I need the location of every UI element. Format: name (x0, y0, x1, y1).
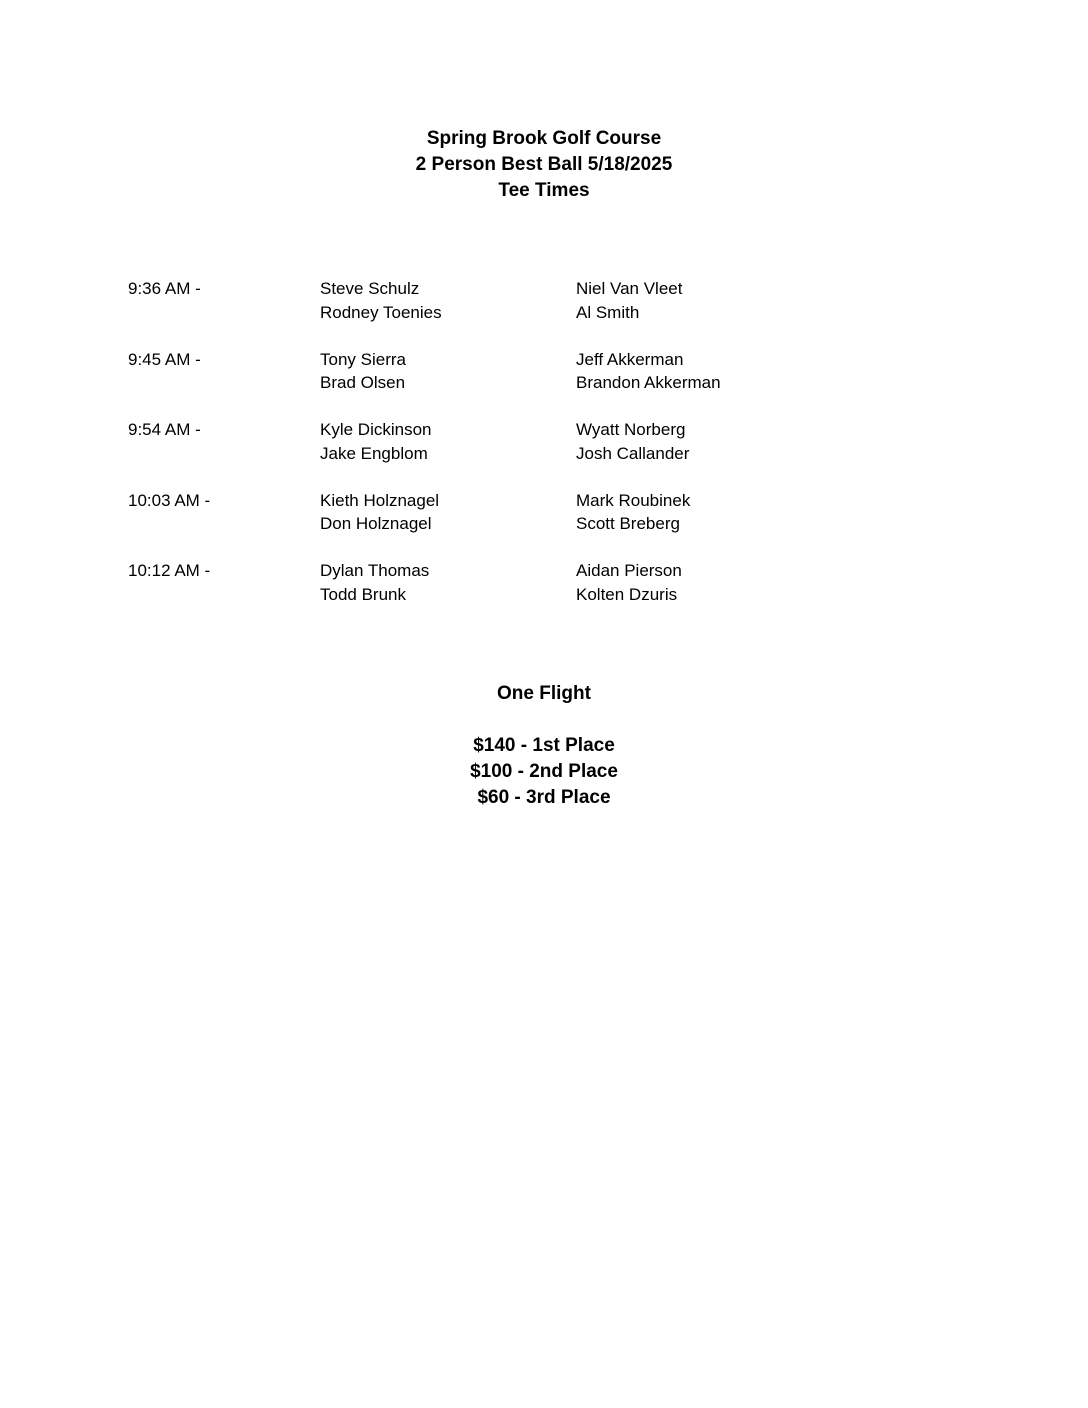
prize-item: $100 - 2nd Place (470, 761, 618, 782)
tee-time-group (128, 559, 928, 630)
player-name: Mark Roubinek (576, 490, 691, 510)
tee-time-group (128, 348, 928, 419)
course-name: Spring Brook Golf Course (426, 128, 662, 149)
tee-row (128, 489, 928, 513)
player-name: Niel Van Vleet (576, 279, 683, 298)
player-name: Scott Breberg (576, 514, 680, 533)
player-name: Al Smith (576, 302, 640, 322)
player-name: Kyle Dickinson (320, 420, 432, 439)
tee-row (128, 371, 928, 395)
player-name: Jake Engblom (320, 443, 428, 463)
tee-time-group (128, 277, 928, 348)
player-name: Steve Schulz (320, 279, 420, 298)
tee-time: 10:03 AM - (128, 490, 211, 510)
document-header (0, 126, 1088, 204)
prize-list (0, 733, 1088, 811)
tee-time-group (128, 418, 928, 489)
event-title: 2 Person Best Ball 5/18/2025 (415, 154, 673, 175)
tee-row (128, 512, 928, 536)
player-name: Todd Brunk (320, 584, 406, 604)
tee-row (128, 559, 928, 583)
tee-time-group (128, 489, 928, 560)
tee-time: 10:12 AM - (128, 561, 211, 580)
tee-row (128, 301, 928, 325)
player-name: Josh Callander (576, 443, 690, 463)
tee-time: 9:36 AM - (128, 279, 201, 298)
section-subtitle: Tee Times (498, 180, 590, 201)
player-name: Brandon Akkerman (576, 373, 721, 392)
tee-time: 9:54 AM - (128, 420, 201, 439)
player-name: Wyatt Norberg (576, 420, 686, 439)
tee-row (128, 418, 928, 442)
prize-item: $140 - 1st Place (473, 735, 615, 756)
tee-row (128, 348, 928, 372)
tee-row (128, 583, 928, 607)
player-name: Don Holznagel (320, 514, 432, 533)
tee-time: 9:45 AM - (128, 349, 201, 369)
tee-row (128, 442, 928, 466)
tee-row (128, 277, 928, 301)
prize-item: $60 - 3rd Place (477, 787, 611, 808)
player-name: Tony Sierra (320, 349, 406, 369)
player-name: Brad Olsen (320, 373, 406, 392)
player-name: Jeff Akkerman (576, 349, 684, 369)
player-name: Kieth Holznagel (320, 490, 440, 510)
flight-section (0, 681, 1088, 811)
player-name: Kolten Dzuris (576, 584, 678, 604)
player-name: Aidan Pierson (576, 561, 682, 580)
player-name: Rodney Toenies (320, 302, 442, 322)
player-name: Dylan Thomas (320, 561, 430, 580)
tee-time-list (128, 277, 928, 630)
flight-title: One Flight (497, 683, 591, 704)
